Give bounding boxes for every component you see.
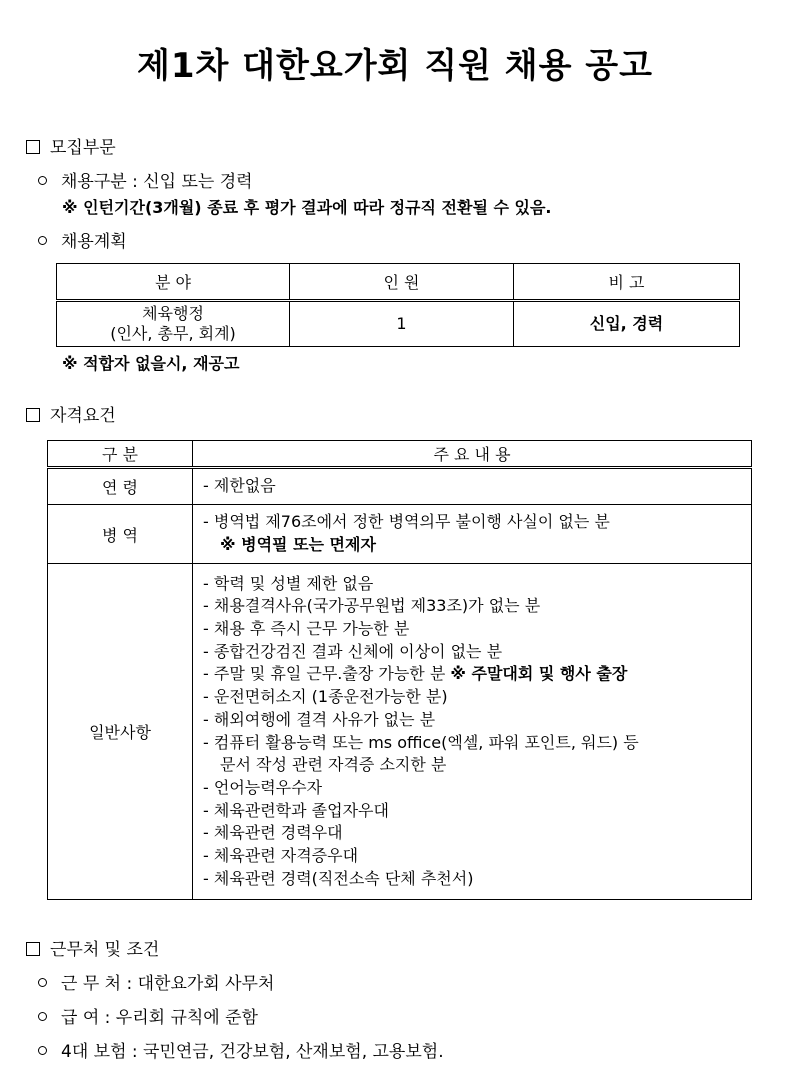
page-title: 제1차 대한요가회 직원 채용 공고: [137, 46, 653, 86]
table-row: [48, 468, 752, 505]
header-remark: 비 고: [514, 264, 740, 301]
table-row: [48, 505, 752, 564]
item-workplace: [38, 969, 274, 994]
note-readvertise: ※ 적합자 없을시, 재공고: [62, 354, 240, 373]
item-text: 채용계획: [61, 232, 127, 252]
hiring-plan-table: [56, 263, 740, 347]
checkbox-square-icon: [26, 140, 40, 154]
cell-remark: 신입, 경력: [514, 301, 740, 347]
item-text: 채용구분 : 신입 또는 경력: [61, 172, 253, 192]
cell-field: [57, 301, 290, 347]
general-list: [203, 573, 751, 891]
item-text: 4대 보험 : 국민연금, 건강보험, 산재보험, 고용보험.: [61, 1042, 444, 1062]
header-field: 분 야: [57, 264, 290, 301]
header-count: 인 원: [290, 264, 514, 301]
field-line2: (인사, 총무, 회계): [110, 324, 236, 343]
field-line1: 체육행정: [142, 304, 204, 323]
list-item: - 체육관련 자격증우대: [203, 846, 359, 866]
list-item-note: ※ 주말대회 및 행사 출장: [450, 664, 628, 684]
section-heading-text: 모집부문: [50, 138, 116, 158]
item-insurance: [38, 1037, 444, 1062]
label-military: 병 역: [48, 505, 193, 564]
list-item: - 운전면허소지 (1종운전가능한 분): [203, 687, 448, 707]
circle-bullet-icon: [38, 176, 47, 185]
circle-bullet-icon: [38, 1012, 47, 1021]
table-row: [48, 564, 752, 900]
military-text: - 병역법 제76조에서 정한 병역의무 불이행 사실이 없는 분: [203, 512, 610, 532]
military-note: ※ 병역필 또는 면제자: [220, 535, 376, 554]
table-row: [57, 301, 740, 347]
list-item: - 학력 및 성별 제한 없음: [203, 573, 374, 593]
content-age: - 제한없음: [193, 468, 752, 505]
list-item: - 해외여행에 결격 사유가 없는 분: [203, 709, 436, 729]
list-item-text: - 주말 및 휴일 근무.출장 가능한 분: [203, 664, 451, 684]
list-item: - 채용결격사유(국가공무원법 제33조)가 없는 분: [203, 596, 541, 616]
list-item-continuation: 문서 작성 관련 자격증 소지한 분: [220, 755, 447, 775]
label-age: 연 령: [48, 468, 193, 505]
circle-bullet-icon: [38, 1046, 47, 1055]
section-heading-recruitment: [26, 133, 116, 158]
item-salary: [38, 1003, 258, 1028]
header-content: 주 요 내 용: [193, 441, 752, 468]
checkbox-square-icon: [26, 942, 40, 956]
section-heading-text: 자격요건: [50, 406, 116, 426]
list-item: - 종합건강검진 결과 신체에 이상이 없는 분: [203, 641, 503, 661]
list-item: - 컴퓨터 활용능력 또는 ms office(엑셀, 파워 포인트, 워드) 등: [203, 732, 639, 752]
header-category: 구 분: [48, 441, 193, 468]
list-item: [203, 663, 751, 686]
content-general: [193, 564, 752, 900]
circle-bullet-icon: [38, 236, 47, 245]
qualifications-table: [47, 440, 752, 900]
item-hiring-plan: [38, 227, 127, 252]
table-header-row: [57, 264, 740, 301]
checkbox-square-icon: [26, 408, 40, 422]
list-item: - 체육관련 경력(직전소속 단체 추천서): [203, 868, 474, 888]
item-text: 급 여 : 우리회 규칙에 준함: [61, 1008, 258, 1028]
cell-count: 1: [290, 301, 514, 347]
list-item: - 체육관련 경력우대: [203, 823, 343, 843]
circle-bullet-icon: [38, 978, 47, 987]
content-military: [193, 505, 752, 564]
label-general: 일반사항: [48, 564, 193, 900]
note-intern-period: ※ 인턴기간(3개월) 종료 후 평가 결과에 따라 정규직 전환될 수 있음.: [62, 198, 552, 217]
section-heading-qualifications: [26, 401, 116, 426]
section-heading-conditions: [26, 935, 159, 960]
item-hiring-type: [38, 167, 253, 192]
list-item: - 체육관련학과 졸업자우대: [203, 800, 389, 820]
section-heading-text: 근무처 및 조건: [50, 940, 160, 960]
table-header-row: [48, 441, 752, 468]
list-item: - 언어능력우수자: [203, 777, 323, 797]
list-item: - 채용 후 즉시 근무 가능한 분: [203, 618, 410, 638]
item-text: 근 무 처 : 대한요가회 사무처: [61, 974, 275, 994]
